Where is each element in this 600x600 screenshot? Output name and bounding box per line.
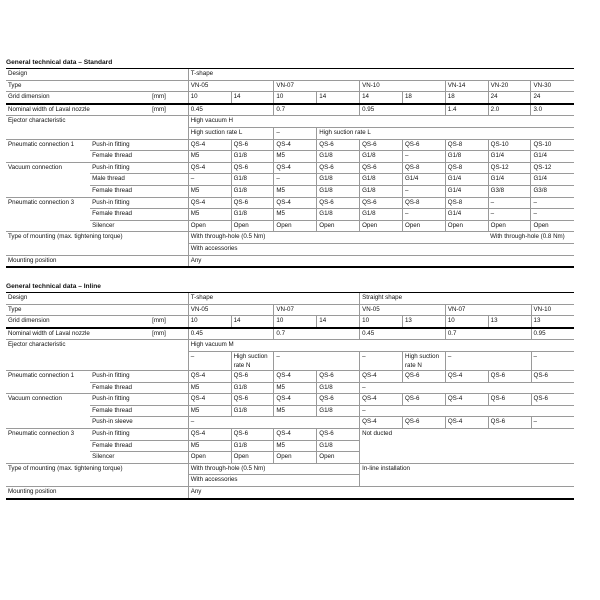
datasheet	[6, 0, 574, 500]
table-cell: Pneumatic connection 3	[6, 197, 90, 232]
table-cell: QS-8	[445, 197, 488, 209]
table-cell: 0.95	[531, 328, 574, 340]
table-cell: VN-10	[531, 304, 574, 316]
table-cell: –	[488, 209, 531, 221]
table-cell: QS-4	[274, 394, 317, 406]
table-cell: QS-6	[360, 139, 403, 151]
table-cell: Open	[188, 220, 231, 232]
table-cell: M5	[188, 151, 231, 163]
table-cell: M5	[274, 151, 317, 163]
table-cell: 0.7	[445, 328, 531, 340]
table-cell: G1/8	[360, 174, 403, 186]
table-cell: 14	[317, 92, 360, 104]
table-cell: QS-8	[445, 139, 488, 151]
table-cell: 14	[317, 316, 360, 328]
table-cell: Ejector characteristic	[6, 116, 188, 139]
table-row	[6, 151, 574, 163]
table-row	[6, 382, 574, 394]
table-cell: 13	[488, 316, 531, 328]
table-cell: QS-6	[231, 197, 274, 209]
table-cell: Silencer	[90, 220, 188, 232]
table-cell: Open	[231, 452, 274, 464]
table-cell: QS-4	[360, 394, 403, 406]
table-cell: QS-6	[488, 371, 531, 383]
table-cell: QS-6	[317, 197, 360, 209]
table-cell: QS-12	[531, 162, 574, 174]
table-cell: QS-12	[488, 162, 531, 174]
table-row	[6, 209, 574, 221]
table-row	[6, 417, 574, 429]
table-cell: M5	[188, 209, 231, 221]
table-cell: [mm]	[150, 104, 188, 116]
table-cell: 18	[445, 92, 488, 104]
table-cell: With through-hole (0.5 Nm)	[188, 232, 488, 244]
table-cell: G1/8	[360, 209, 403, 221]
table-cell: G1/4	[531, 151, 574, 163]
table-cell: High vacuum H	[188, 116, 574, 128]
table-cell: G1/8	[317, 151, 360, 163]
table-cell: 24	[531, 92, 574, 104]
table-cell: QS-4	[274, 139, 317, 151]
table-row	[6, 220, 574, 232]
table-cell: High vacuum M	[188, 340, 574, 352]
table-cell: G1/8	[445, 151, 488, 163]
table-cell: QS-6	[317, 139, 360, 151]
table-cell: QS-4	[188, 371, 231, 383]
table-cell: G3/8	[488, 185, 531, 197]
table-row	[6, 116, 574, 128]
table-cell: Nominal width of Laval nozzle	[6, 104, 150, 116]
table-cell: –	[274, 127, 317, 139]
table-cell: Ejector characteristic	[6, 340, 188, 371]
table-cell: Open	[317, 220, 360, 232]
table-cell: QS-6	[360, 162, 403, 174]
table-cell: 10	[274, 92, 317, 104]
table-cell: Not ducted	[360, 429, 574, 464]
table-cell: Grid dimension	[6, 92, 150, 104]
table-cell: Straight shape	[360, 293, 574, 305]
table-cell: G1/8	[231, 405, 274, 417]
table-cell: 13	[402, 316, 445, 328]
table-cell: –	[360, 352, 403, 371]
table-cell: 14	[360, 92, 403, 104]
table-cell: Open	[360, 220, 403, 232]
table-cell: QS-8	[402, 197, 445, 209]
table-cell: M5	[274, 185, 317, 197]
table-row	[6, 92, 574, 104]
table-cell: Push-in fitting	[90, 429, 188, 441]
table-cell: –	[402, 209, 445, 221]
table-cell: QS-4	[360, 371, 403, 383]
table-cell: G1/8	[231, 440, 274, 452]
table-row	[6, 80, 574, 92]
table-cell: QS-6	[531, 371, 574, 383]
table-cell: Female thread	[90, 209, 188, 221]
table-cell: G1/8	[317, 185, 360, 197]
table-cell: 14	[231, 92, 274, 104]
table-cell: QS-10	[488, 139, 531, 151]
table-cell: –	[188, 352, 231, 371]
table-cell: 24	[488, 92, 531, 104]
table-cell: QS-8	[402, 162, 445, 174]
table-cell: Open	[274, 452, 317, 464]
table-cell: –	[531, 197, 574, 209]
table-cell: QS-4	[188, 197, 231, 209]
table-cell: 0.45	[188, 328, 274, 340]
section-title-standard: General technical data – Standard	[6, 59, 113, 66]
table-cell: 0.7	[274, 104, 360, 116]
table-cell: G1/8	[317, 440, 360, 452]
table-cell: Push-in sleeve	[90, 417, 188, 429]
table-cell: Type	[6, 80, 188, 92]
table-cell: With accessories	[188, 243, 574, 255]
table-cell: Pneumatic connection 3	[6, 429, 90, 464]
table-cell: Mounting position	[6, 255, 188, 267]
table-cell: –	[488, 197, 531, 209]
table-cell: 18	[402, 92, 445, 104]
table-cell: G1/8	[360, 185, 403, 197]
table-cell: G1/8	[317, 382, 360, 394]
table-cell: Female thread	[90, 185, 188, 197]
table-cell: QS-4	[274, 197, 317, 209]
table-cell: M5	[274, 209, 317, 221]
table-cell: 0.95	[360, 104, 446, 116]
table-cell: QS-4	[188, 162, 231, 174]
table-cell: High suction rate L	[317, 127, 574, 139]
table-cell: QS-6	[402, 394, 445, 406]
table-row	[6, 371, 574, 383]
table-row	[6, 429, 574, 441]
table-cell: Type	[6, 304, 188, 316]
table-cell: QS-6	[231, 371, 274, 383]
table-cell: –	[445, 352, 531, 371]
table-cell: 0.45	[188, 104, 274, 116]
table-cell: QS-8	[445, 162, 488, 174]
table-cell: QS-4	[445, 371, 488, 383]
table-cell: QS-6	[402, 139, 445, 151]
table-cell: 13	[531, 316, 574, 328]
table-cell: G1/4	[531, 174, 574, 186]
table-cell: VN-05	[188, 304, 274, 316]
table-cell: M5	[188, 405, 231, 417]
table-cell: 10	[188, 316, 231, 328]
table-cell: Vacuum connection	[6, 162, 90, 197]
table-cell: Nominal width of Laval nozzle	[6, 328, 150, 340]
table-cell: High suction rate N	[231, 352, 274, 371]
table-cell: M5	[274, 382, 317, 394]
table-cell: Female thread	[90, 405, 188, 417]
table-cell: G1/4	[445, 174, 488, 186]
table-cell: Female thread	[90, 440, 188, 452]
table-cell: Open	[531, 220, 574, 232]
table-cell: VN-20	[488, 80, 531, 92]
table-cell: QS-6	[488, 417, 531, 429]
table-cell: QS-6	[402, 417, 445, 429]
table-cell: Female thread	[90, 382, 188, 394]
table-cell: QS-6	[488, 394, 531, 406]
table-cell: With accessories	[188, 475, 359, 487]
table-cell: G1/4	[488, 151, 531, 163]
table-cell: 2.0	[488, 104, 531, 116]
table-cell: –	[274, 174, 317, 186]
table-cell: Design	[6, 69, 188, 81]
table-row	[6, 340, 574, 352]
table-cell: Type of mounting (max. tightening torque)	[6, 232, 188, 255]
table-row	[6, 174, 574, 186]
table-cell: 3.0	[531, 104, 574, 116]
table-cell: Push-in fitting	[90, 139, 188, 151]
table-cell: Silencer	[90, 452, 188, 464]
table-cell: Type of mounting (max. tightening torque)	[6, 463, 188, 486]
table-cell: VN-05	[360, 304, 446, 316]
table-cell: G1/4	[445, 185, 488, 197]
table-cell: VN-05	[188, 80, 274, 92]
table-cell: Any	[188, 255, 574, 267]
table-cell: G1/8	[317, 174, 360, 186]
table-cell: QS-6	[402, 371, 445, 383]
table-cell: Open	[231, 220, 274, 232]
table-cell: 10	[445, 316, 488, 328]
table-cell: Grid dimension	[6, 316, 150, 328]
table-row	[6, 104, 574, 116]
table-cell: 10	[188, 92, 231, 104]
table-cell: [mm]	[150, 328, 188, 340]
table-cell: Open	[274, 220, 317, 232]
table-cell: Open	[445, 220, 488, 232]
table-cell: VN-14	[445, 80, 488, 92]
table-cell: 10	[360, 316, 403, 328]
table-cell: VN-10	[360, 80, 446, 92]
table-cell: With through-hole (0.8 Nm)	[488, 232, 574, 244]
inline-table	[6, 292, 574, 500]
table-cell: Mounting position	[6, 487, 188, 499]
table-cell: QS-6	[231, 429, 274, 441]
table-row	[6, 487, 574, 499]
table-cell: –	[274, 352, 360, 371]
table-row	[6, 405, 574, 417]
table-cell: 10	[274, 316, 317, 328]
table-cell: High suction rate L	[188, 127, 274, 139]
table-cell: [mm]	[150, 92, 188, 104]
table-cell: VN-30	[531, 80, 574, 92]
table-cell: G1/8	[231, 174, 274, 186]
table-cell: –	[531, 209, 574, 221]
table-row	[6, 293, 574, 305]
table-cell: T-shape	[188, 293, 359, 305]
table-cell: G1/8	[231, 209, 274, 221]
table-cell: With through-hole (0.5 Nm)	[188, 463, 359, 475]
table-cell: VN-07	[445, 304, 531, 316]
section-title-inline: General technical data – Inline	[6, 283, 101, 291]
table-cell: Male thread	[90, 174, 188, 186]
table-cell: Push-in fitting	[90, 371, 188, 383]
table-row	[6, 185, 574, 197]
table-row	[6, 394, 574, 406]
table-cell: G1/8	[317, 405, 360, 417]
table-row	[6, 139, 574, 151]
table-row	[6, 197, 574, 209]
table-cell: QS-4	[274, 162, 317, 174]
table-cell: QS-6	[531, 394, 574, 406]
table-cell: QS-4	[360, 417, 403, 429]
table-cell: Open	[488, 220, 531, 232]
table-cell: G1/4	[445, 209, 488, 221]
table-row	[6, 162, 574, 174]
table-cell: –	[188, 174, 231, 186]
table-cell: –	[360, 405, 574, 417]
table-cell: G1/4	[402, 174, 445, 186]
table-cell: QS-6	[317, 162, 360, 174]
table-cell: 0.45	[360, 328, 446, 340]
table-cell: M5	[188, 185, 231, 197]
table-cell: [mm]	[150, 316, 188, 328]
table-cell: QS-6	[231, 139, 274, 151]
table-cell: QS-4	[445, 394, 488, 406]
table-cell: QS-4	[188, 139, 231, 151]
table-cell: VN-07	[274, 80, 360, 92]
table-cell: –	[402, 151, 445, 163]
table-cell: QS-4	[188, 429, 231, 441]
table-cell: M5	[188, 440, 231, 452]
table-cell: –	[402, 185, 445, 197]
table-cell: G1/8	[231, 185, 274, 197]
table-cell: G1/4	[488, 174, 531, 186]
table-cell: 14	[231, 316, 274, 328]
table-row	[6, 316, 574, 328]
table-row	[6, 232, 574, 244]
table-cell: M5	[188, 382, 231, 394]
table-cell: QS-4	[445, 417, 488, 429]
table-cell: In-line installation	[360, 463, 574, 486]
table-cell: G1/8	[360, 151, 403, 163]
table-cell: QS-6	[360, 197, 403, 209]
table-cell: Vacuum connection	[6, 394, 90, 429]
table-cell: 0.7	[274, 328, 360, 340]
table-cell: Push-in fitting	[90, 162, 188, 174]
table-cell: Open	[188, 452, 231, 464]
table-cell: –	[188, 417, 359, 429]
table-cell: VN-07	[274, 304, 360, 316]
table-cell: Pneumatic connection 1	[6, 139, 90, 162]
table-row	[6, 69, 574, 81]
table-cell: QS-10	[531, 139, 574, 151]
table-cell: G3/8	[531, 185, 574, 197]
table-cell: QS-6	[317, 394, 360, 406]
table-cell: Female thread	[90, 151, 188, 163]
table-cell: QS-6	[317, 371, 360, 383]
table-cell: –	[360, 382, 574, 394]
table-cell: Push-in fitting	[90, 197, 188, 209]
table-row	[6, 463, 574, 475]
standard-table	[6, 68, 574, 268]
table-cell: Any	[188, 487, 574, 499]
table-cell: M5	[274, 405, 317, 417]
table-cell: T-shape	[188, 69, 574, 81]
table-cell: Push-in fitting	[90, 394, 188, 406]
table-cell: QS-4	[274, 429, 317, 441]
table-cell: Pneumatic connection 1	[6, 371, 90, 394]
table-cell: G1/8	[231, 151, 274, 163]
table-cell: M5	[274, 440, 317, 452]
table-cell: High suction rate N	[402, 352, 445, 371]
table-cell: QS-6	[231, 394, 274, 406]
table-row	[6, 328, 574, 340]
table-cell: Design	[6, 293, 188, 305]
table-cell: QS-6	[231, 162, 274, 174]
table-cell: Open	[402, 220, 445, 232]
table-cell: QS-6	[317, 429, 360, 441]
table-cell: 1.4	[445, 104, 488, 116]
table-cell: G1/8	[317, 209, 360, 221]
table-cell: –	[531, 352, 574, 371]
table-cell: Open	[317, 452, 360, 464]
table-row	[6, 255, 574, 267]
table-cell: G1/8	[231, 382, 274, 394]
table-cell: QS-4	[274, 371, 317, 383]
table-row	[6, 304, 574, 316]
table-cell: –	[531, 417, 574, 429]
table-cell: QS-4	[188, 394, 231, 406]
